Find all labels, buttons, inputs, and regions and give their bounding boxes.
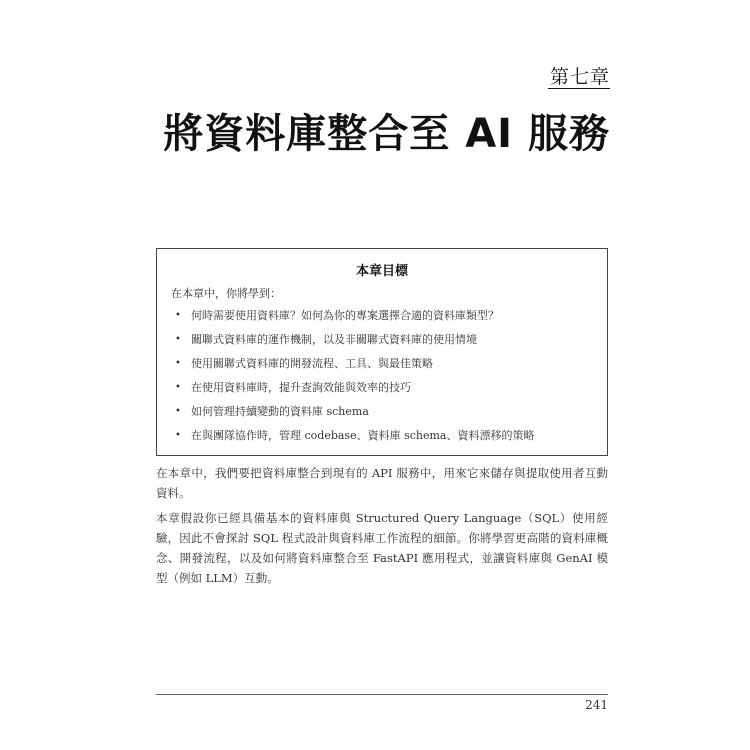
objective-item [171, 405, 534, 429]
bullet-icon: • [175, 382, 181, 393]
objective-item [171, 381, 534, 405]
bullet-icon: • [175, 310, 181, 321]
objectives-intro: 在本章中，你將學到： [171, 287, 281, 300]
body-paragraph-1: 在本章中，我們要把資料庫整合到現有的 API 服務中，用來它來儲存與提取使用者互動資料。 [156, 466, 608, 500]
chapter-title: 將資料庫整合至 AI 服務 [163, 111, 610, 157]
page-number: 241 [585, 698, 608, 712]
objective-text: 關聯式資料庫的運作機制，以及非關聯式資料庫的使用情境 [191, 333, 477, 346]
objective-item [171, 357, 534, 381]
objectives-heading: 本章目標 [355, 264, 408, 279]
objective-text: 在與團隊協作時，管理 codebase、資料庫 schema、資料漂移的策略 [191, 429, 535, 442]
chapter-underline [548, 88, 610, 89]
objective-item [171, 309, 534, 333]
objective-text: 如何管理持續變動的資料庫 schema [191, 405, 369, 418]
objective-text: 何時需要使用資料庫？如何為你的專案選擇合適的資料庫類型？ [191, 309, 499, 322]
objective-item [171, 429, 534, 453]
objective-text: 在使用資料庫時，提升查詢效能與效率的技巧 [191, 381, 411, 394]
footer-rule [156, 694, 608, 695]
bullet-icon: • [175, 406, 181, 417]
objectives-list [171, 309, 534, 453]
body-paragraph-2: 本章假設你已經具備基本的資料庫與 Structured Query Language（SQL）使用經驗，因此不會探討 SQL 程式設計與資料庫工作流程的細節。你將學習更高階的資料庫概念、開發流程，以及如何將資料庫整合至 FastAPI 應用程式，並讓資料庫與 GenAI 模型（例如 LLM）互動。 [156, 511, 608, 585]
bullet-icon: • [175, 334, 181, 345]
chapter-objectives-box [156, 248, 608, 456]
bullet-icon: • [175, 358, 181, 369]
objective-item [171, 333, 534, 357]
objective-text: 使用關聯式資料庫的開發流程、工具、與最佳策略 [191, 357, 433, 370]
chapter-label: 第七章 [549, 66, 610, 88]
bullet-icon: • [175, 430, 181, 441]
